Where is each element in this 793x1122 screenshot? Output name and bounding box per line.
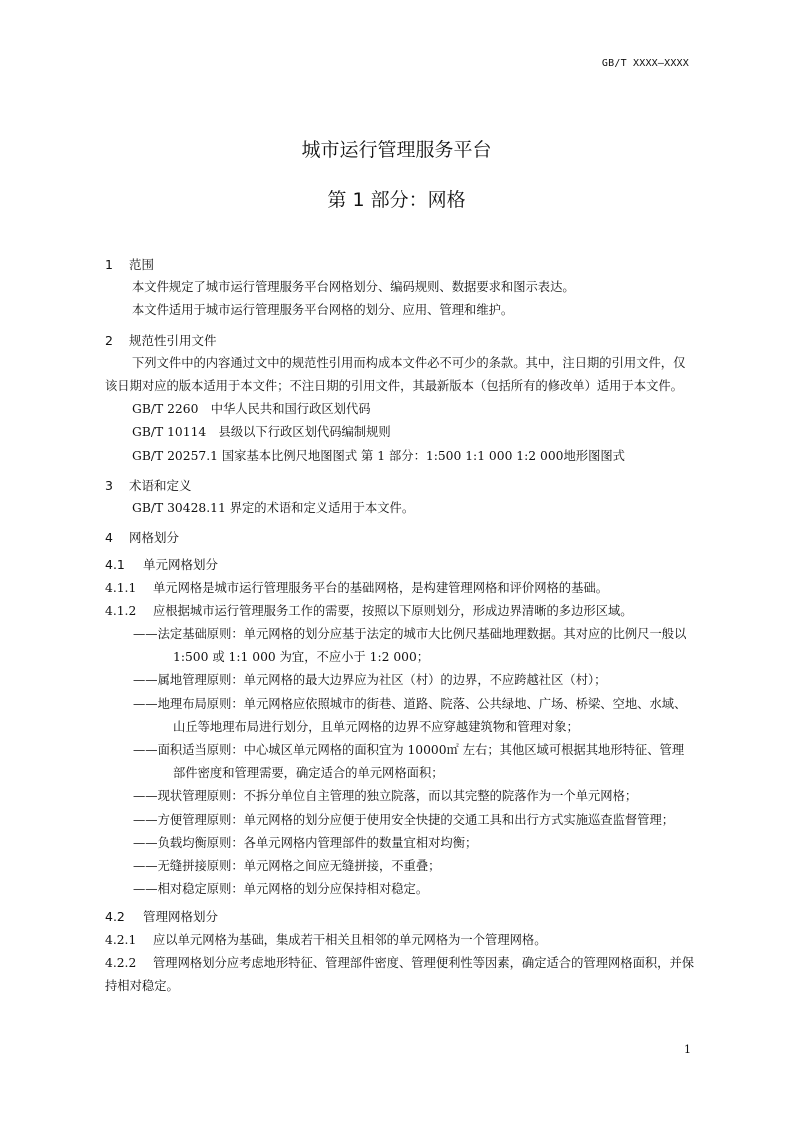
section-heading-1: 1 范围	[105, 257, 155, 272]
principle-item: ——无缝拼接原则：单元网格之间应无缝拼接，不重叠；	[133, 859, 441, 874]
clause-4-1-1: 4.1.1 单元网格是城市运行管理服务平台的基础网格，是构建管理网格和评价网格的基础。	[105, 580, 608, 595]
reference-item: GB/T 2260 中华人民共和国行政区划代码	[132, 402, 371, 417]
clause-4-2-2: 4.2.2 管理网格划分应考虑地形特征、管理部件密度、管理便利性等因素，确定适合的管理网格面积，并保持相对稳定。	[105, 955, 695, 994]
reference-item: GB/T 20257.1 国家基本比例尺地图图式 第 1 部分：1:500 1:1 000 1:2 000地形图图式	[132, 448, 625, 463]
subsection-heading-4-1: 4.1 单元网格划分	[105, 557, 219, 573]
reference-item: GB/T 10114 县级以下行政区划代码编制规则	[132, 425, 391, 440]
clause-4-2-1: 4.2.1 应以单元网格为基础，集成若干相关且相邻的单元网格为一个管理网格。	[105, 932, 547, 947]
section-heading-4: 4 网格划分	[105, 530, 180, 546]
principle-item: ——相对稳定原则：单元网格的划分应保持相对稳定。	[133, 882, 429, 897]
document-body	[105, 253, 695, 998]
document-title: 城市运行管理服务平台	[301, 139, 492, 161]
principle-item: ——地理布局原则：单元网格应依照城市的街巷、道路、院落、公共绿地、广场、桥梁、空地、水域、山丘等地理布局进行划分，且单元网格的边界不应穿越建筑物和管理对象；	[133, 696, 687, 734]
principle-item: ——法定基础原则：单元网格的划分应基于法定的城市大比例尺基础地理数据。其对应的比例尺一般以 1:500 或 1:1 000 为宜，不应小于 1:2 000；	[133, 627, 687, 665]
paragraph: 本文件适用于城市运行管理服务平台网格的划分、应用、管理和维护。	[132, 303, 514, 318]
principle-item: ——面积适当原则：中心城区单元网格的面积宜为 10000㎡ 左右；其他区域可根据其地形特征、管理部件密度和管理需要，确定适合的单元网格面积；	[133, 743, 685, 781]
principle-item: ——负载均衡原则：各单元网格内管理部件的数量宜相对均衡；	[133, 835, 478, 850]
document-subtitle: 第 1 部分：网格	[327, 189, 466, 211]
principle-item: ——方便管理原则：单元网格的划分应便于使用安全快捷的交通工具和出行方式实施巡查监督管理；	[133, 812, 675, 827]
section-heading-3: 3 术语和定义	[105, 477, 192, 493]
page-number: 1	[684, 1043, 691, 1056]
principle-item: ——属地管理原则：单元网格的最大边界应为社区（村）的边界，不应跨越社区（村）；	[133, 673, 607, 688]
paragraph: 下列文件中的内容通过文中的规范性引用而构成本文件必不可少的条款。其中，注日期的引用文件，仅该日期对应的版本适用于本文件；不注日期的引用文件，其最新版本（包括所有的修改单）适用于本文件。	[105, 355, 686, 394]
subsection-heading-4-2: 4.2 管理网格划分	[105, 909, 219, 925]
paragraph: 本文件规定了城市运行管理服务平台网格划分、编码规则、数据要求和图示表达。	[132, 280, 575, 295]
standard-code-header: GB/T XXXX—XXXX	[601, 58, 689, 69]
section-heading-2: 2 规范性引用文件	[105, 332, 217, 348]
paragraph: GB/T 30428.11 界定的术语和定义适用于本文件。	[132, 501, 415, 516]
clause-4-1-2: 4.1.2 应根据城市运行管理服务工作的需要，按照以下原则划分，形成边界清晰的多边形区域。	[105, 603, 633, 618]
principle-item: ——现状管理原则：不拆分单位自主管理的独立院落，而以其完整的院落作为一个单元网格；	[133, 789, 638, 804]
